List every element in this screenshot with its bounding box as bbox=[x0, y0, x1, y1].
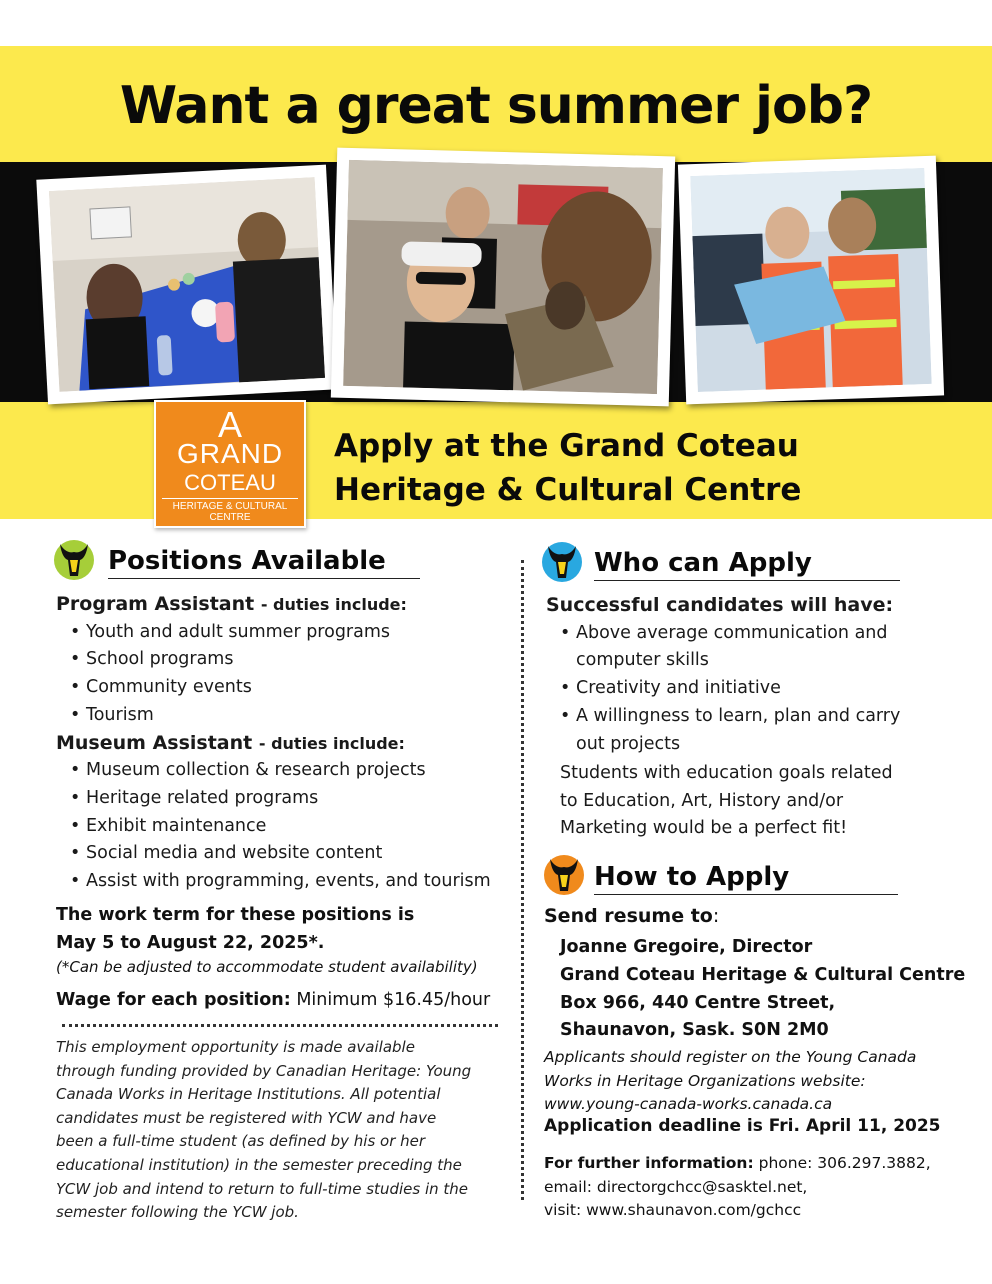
application-deadline: Application deadline is Fri. April 11, 2025 bbox=[544, 1116, 941, 1136]
list-item: • Community events bbox=[56, 674, 516, 702]
who-qualifications bbox=[546, 620, 966, 759]
funding-line: YCW job and intend to return to full-time studies in the bbox=[56, 1179, 469, 1198]
qualification-line: computer skills bbox=[576, 650, 709, 671]
museum-assistant-duties-label: - duties include: bbox=[258, 733, 405, 753]
register-note bbox=[544, 1046, 954, 1117]
list-item: • School programs bbox=[56, 646, 516, 674]
register-line: Applicants should register on the Young Canada bbox=[544, 1048, 917, 1066]
register-website-link[interactable]: www.young-canada-works.canada.ca bbox=[544, 1095, 833, 1113]
qualification-line: • Above average communication and bbox=[576, 622, 888, 643]
museum-assistant-title: Museum Assistant bbox=[56, 731, 253, 754]
list-item: • Heritage related programs bbox=[56, 785, 516, 813]
who-subhead: Successful candidates will have: bbox=[546, 594, 894, 616]
positions-bison-icon bbox=[52, 538, 96, 582]
list-item: • Museum collection & research projects bbox=[56, 757, 516, 785]
qualification-line: • Creativity and initiative bbox=[576, 678, 781, 699]
positions-title: Positions Available bbox=[108, 546, 420, 579]
logo-a-mark: A bbox=[218, 404, 243, 445]
logo-line-heritage: HERITAGE & CULTURAL CENTRE bbox=[162, 498, 298, 523]
painting-activity-image bbox=[49, 177, 325, 392]
funding-line: through funding provided by Canadian Heritage: Young bbox=[56, 1061, 472, 1080]
qualification-line: out projects bbox=[576, 733, 681, 754]
vertical-dotted-divider bbox=[521, 560, 524, 1200]
address-line: Shaunavon, Sask. S0N 2M0 bbox=[560, 1020, 829, 1041]
apply-headline-line1: Apply at the Grand Coteau bbox=[334, 428, 799, 464]
adjust-note: (*Can be adjusted to accommodate student availability) bbox=[56, 958, 478, 976]
wage-label: Wage for each position: bbox=[56, 990, 291, 1010]
list-item bbox=[546, 703, 966, 758]
program-assistant-duties bbox=[56, 619, 516, 730]
work-term bbox=[56, 902, 516, 957]
send-resume-label bbox=[544, 905, 719, 927]
funding-line: educational institution) in the semester preceding the bbox=[56, 1155, 462, 1174]
program-assistant-heading bbox=[56, 591, 516, 619]
headline: Want a great summer job? bbox=[119, 76, 873, 136]
program-assistant-duties-label: - duties include: bbox=[260, 595, 407, 614]
further-phone: phone: 306.297.3882, bbox=[753, 1154, 931, 1172]
list-item: • Youth and adult summer programs bbox=[56, 619, 516, 647]
list-item bbox=[546, 675, 966, 703]
funding-line: candidates must be registered with YCW and have bbox=[56, 1108, 437, 1127]
museum-selfie-image bbox=[343, 160, 663, 394]
logo-line-grand: GRAND bbox=[176, 438, 284, 469]
further-label: For further information: bbox=[544, 1154, 754, 1172]
send-resume-text: Send resume to bbox=[544, 905, 713, 927]
photo-safety-vests bbox=[678, 156, 944, 405]
address-line: Grand Coteau Heritage & Cultural Centre bbox=[560, 964, 966, 985]
list-item: • Social media and website content bbox=[56, 840, 516, 868]
apply-headline bbox=[334, 424, 801, 512]
program-assistant-title: Program Assistant bbox=[56, 593, 255, 615]
how-title: How to Apply bbox=[594, 862, 898, 895]
wage-value: Minimum $16.45/hour bbox=[296, 990, 491, 1010]
work-term-line2: May 5 to August 22, 2025*. bbox=[56, 932, 325, 953]
museum-assistant-duties bbox=[56, 757, 516, 896]
address-line: Joanne Gregoire, Director bbox=[560, 937, 813, 957]
who-title: Who can Apply bbox=[594, 548, 900, 581]
mailing-address bbox=[560, 934, 965, 1045]
list-item: • Tourism bbox=[56, 702, 516, 730]
list-item bbox=[546, 620, 966, 675]
students-note-line: Students with education goals related bbox=[560, 763, 893, 783]
further-phone-line bbox=[544, 1152, 964, 1176]
qualification-line: • A willingness to learn, plan and carry bbox=[576, 705, 901, 726]
logo-line-coteau: COTEAU bbox=[184, 470, 276, 495]
students-note bbox=[560, 760, 960, 843]
further-website[interactable]: visit: www.shaunavon.com/gchcc bbox=[544, 1201, 802, 1219]
list-item: • Exhibit maintenance bbox=[56, 813, 516, 841]
address-line: Box 966, 440 Centre Street, bbox=[560, 992, 836, 1013]
students-note-line: to Education, Art, History and/or bbox=[560, 790, 844, 811]
funding-line: Canada Works in Heritage Institutions. All potential bbox=[56, 1085, 441, 1104]
funding-line: semester following the YCW job. bbox=[56, 1203, 299, 1222]
grand-coteau-logo bbox=[154, 400, 306, 528]
who-list bbox=[546, 592, 966, 758]
how-bison-icon bbox=[542, 853, 586, 897]
work-term-line1: The work term for these positions is bbox=[56, 905, 415, 925]
safety-vests-image bbox=[690, 168, 931, 392]
who-bison-icon bbox=[540, 540, 584, 584]
funding-line: been a full-time student (as defined by his or her bbox=[56, 1132, 426, 1151]
apply-headline-line2: Heritage & Cultural Centre bbox=[334, 472, 802, 508]
funding-note bbox=[56, 1036, 506, 1225]
further-email[interactable]: email: directorgchcc@sasktel.net, bbox=[544, 1177, 808, 1196]
left-dotted-divider bbox=[62, 1024, 498, 1027]
positions-list bbox=[56, 591, 516, 896]
register-line: Works in Heritage Organizations website: bbox=[544, 1071, 866, 1090]
further-information bbox=[544, 1152, 964, 1223]
funding-line: This employment opportunity is made available bbox=[56, 1038, 415, 1056]
list-item: • Assist with programming, events, and tourism bbox=[56, 868, 516, 896]
photo-museum-selfie bbox=[331, 148, 675, 407]
photo-painting-activity bbox=[36, 165, 337, 405]
museum-assistant-heading bbox=[56, 730, 516, 758]
students-note-line: Marketing would be a perfect fit! bbox=[560, 818, 848, 838]
wage-line bbox=[56, 990, 516, 1010]
send-resume-colon: : bbox=[712, 905, 720, 927]
